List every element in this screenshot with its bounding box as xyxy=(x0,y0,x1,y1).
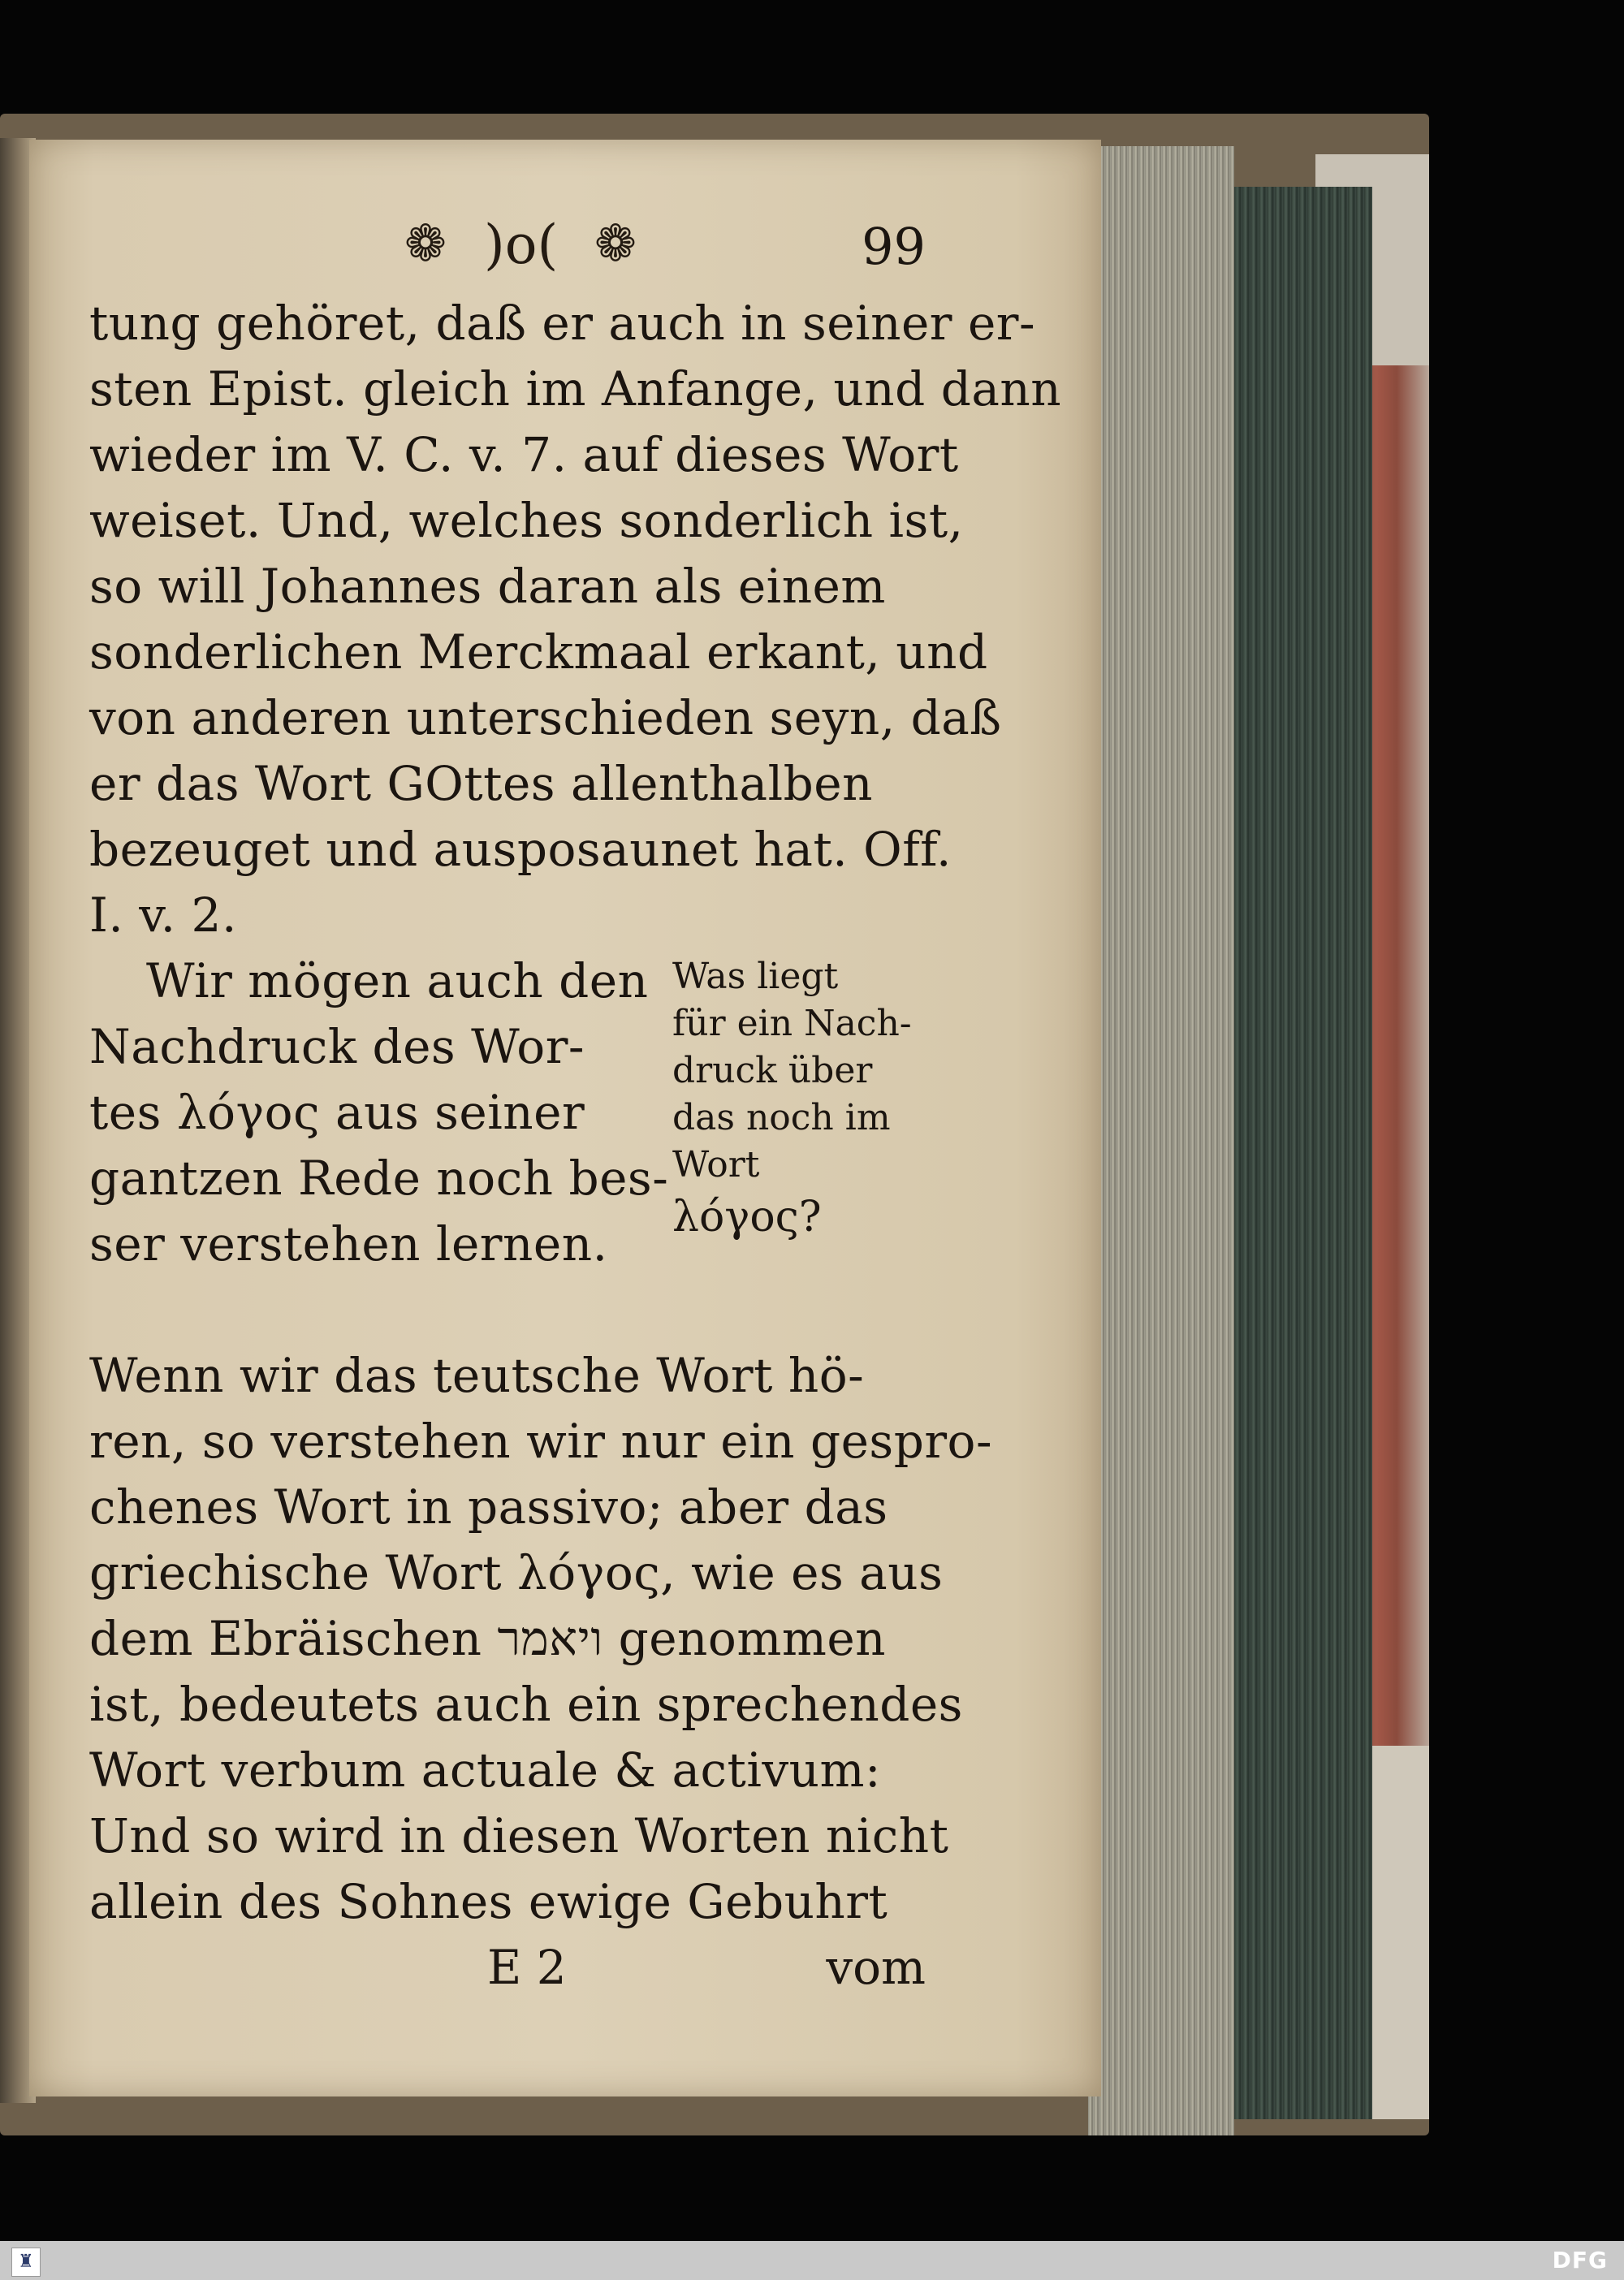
marginal-line: das noch im xyxy=(672,1097,891,1138)
text-line: Und so wird in diesen Worten nicht xyxy=(89,1808,949,1863)
marginal-line: für ein Nach- xyxy=(672,1003,912,1044)
marginal-note xyxy=(672,953,932,1246)
text-line: sonderlichen Merckmaal erkant, und xyxy=(89,624,988,680)
page-number: 99 xyxy=(862,217,926,276)
text-line: chenes Wort in passivo; aber das xyxy=(89,1479,888,1535)
text-line: gantzen Rede noch bes- xyxy=(89,1151,669,1206)
text-line: bezeuget und ausposaunet hat. Off. xyxy=(89,822,952,877)
header-mark: )o( xyxy=(484,214,559,276)
text-line: sten Epist. gleich im Anfange, und dann xyxy=(89,361,1062,417)
marginal-line: Was liegt xyxy=(672,956,839,997)
text-with-marginal-note xyxy=(89,948,934,1343)
marginal-line: λόγος? xyxy=(672,1193,822,1241)
text-line: tes λόγος aus seiner xyxy=(89,1085,585,1140)
text-line: I. v. 2. xyxy=(89,887,237,943)
viewer-footer-bar xyxy=(0,2241,1624,2280)
text-line: Nachdruck des Wor- xyxy=(89,1019,585,1074)
text-line: er das Wort GOttes allenthalben xyxy=(89,756,873,811)
page-text xyxy=(89,213,1062,2003)
text-line: ser verstehen lernen. xyxy=(89,1216,608,1272)
text-line: Wenn wir das teutsche Wort hö- xyxy=(89,1348,865,1403)
text-line: Wort verbum actuale & activum: xyxy=(89,1742,882,1798)
text-line: so will Johannes daran als einem xyxy=(89,559,886,614)
text-line: weiset. Und, welches sonderlich ist, xyxy=(89,493,964,548)
ornament-left-icon: ❁ xyxy=(404,214,447,273)
marginal-line: Wort xyxy=(672,1144,760,1185)
text-line: allein des Sohnes ewige Gebuhrt xyxy=(89,1874,888,1929)
ornament-right-icon: ❁ xyxy=(594,214,637,273)
catchword: vom xyxy=(826,1940,926,1995)
page-edges xyxy=(1088,146,1234,2135)
text-line: von anderen unterschieden seyn, daß xyxy=(89,690,1002,745)
page-footer xyxy=(89,1935,934,2003)
dfg-logo: DFG xyxy=(1552,2247,1608,2274)
text-line: griechische Wort λόγος, wie es aus xyxy=(89,1545,944,1600)
page-header xyxy=(89,213,934,291)
text-line: Wir mögen auch den xyxy=(146,953,649,1008)
library-logo-icon: ♜ xyxy=(11,2248,41,2277)
main-column xyxy=(89,948,669,1277)
marginal-line: druck über xyxy=(672,1050,873,1091)
text-line: ist, bedeutets auch ein sprechendes xyxy=(89,1677,963,1732)
text-line: tung gehöret, daß er auch in seiner er- xyxy=(89,296,1036,351)
text-line: ren, so verstehen wir nur ein gespro- xyxy=(89,1414,993,1469)
signature-mark: E 2 xyxy=(487,1940,567,1995)
text-line: dem Ebräischen ויאמר genommen xyxy=(89,1611,887,1666)
text-line: wieder im V. C. v. 7. auf dieses Wort xyxy=(89,427,959,482)
